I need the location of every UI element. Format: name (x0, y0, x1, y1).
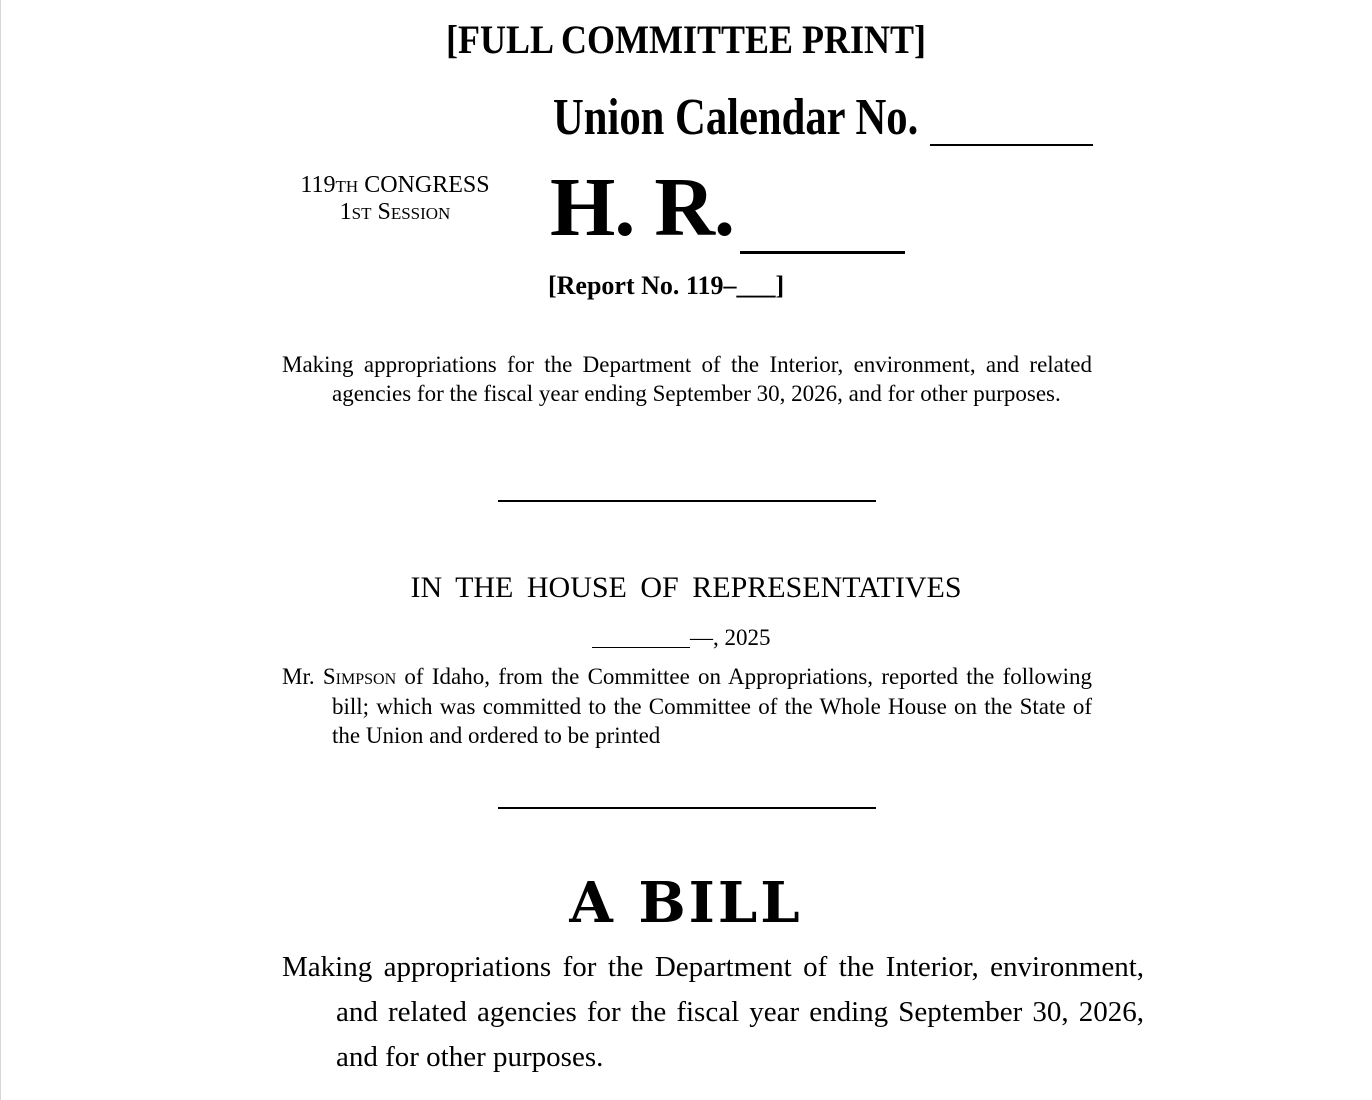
sponsor-name: Simpson (322, 664, 397, 689)
divider-rule (498, 500, 876, 502)
congress-line: 119th CONGRESS (300, 172, 490, 198)
action-text: of Idaho, from the Committee on Appropriations, reported the following bill; which was committed to the Committee of the Whole House on the State of the Union and ordered to be printed (332, 664, 1093, 748)
committee-print-label: [FULL COMMITTEE PRINT] (445, 17, 927, 62)
divider-rule (498, 807, 876, 809)
sponsor-prefix: Mr. (282, 664, 315, 689)
bill-designation: H. R. (550, 161, 734, 254)
date-year: —, 2025 (690, 625, 771, 650)
calendar-number-blank (930, 144, 1093, 146)
date-line (592, 624, 771, 652)
date-blank (592, 646, 690, 648)
bill-number-blank (740, 251, 905, 254)
long-title: Making appropriations for the Department of the Interior, environment, and related agencies for the fiscal year ending September 30, 2026, and for other purposes. (282, 951, 1144, 1073)
report-number: [Report No. 119–___] (548, 271, 785, 300)
bill-heading: A BILL (569, 870, 803, 936)
session-line: 1st Session (339, 199, 451, 225)
committee-action (282, 662, 1092, 751)
chamber-heading: IN THE HOUSE OF REPRESENTATIVES (410, 571, 962, 604)
congress-session-block (282, 172, 508, 226)
union-calendar-label: Union Calendar No. (553, 89, 919, 146)
short-title: Making appropriations for the Department of the Interior, environment, and related agencies for the fiscal year ending September 30, 2026, and for other purposes. (282, 352, 1092, 406)
